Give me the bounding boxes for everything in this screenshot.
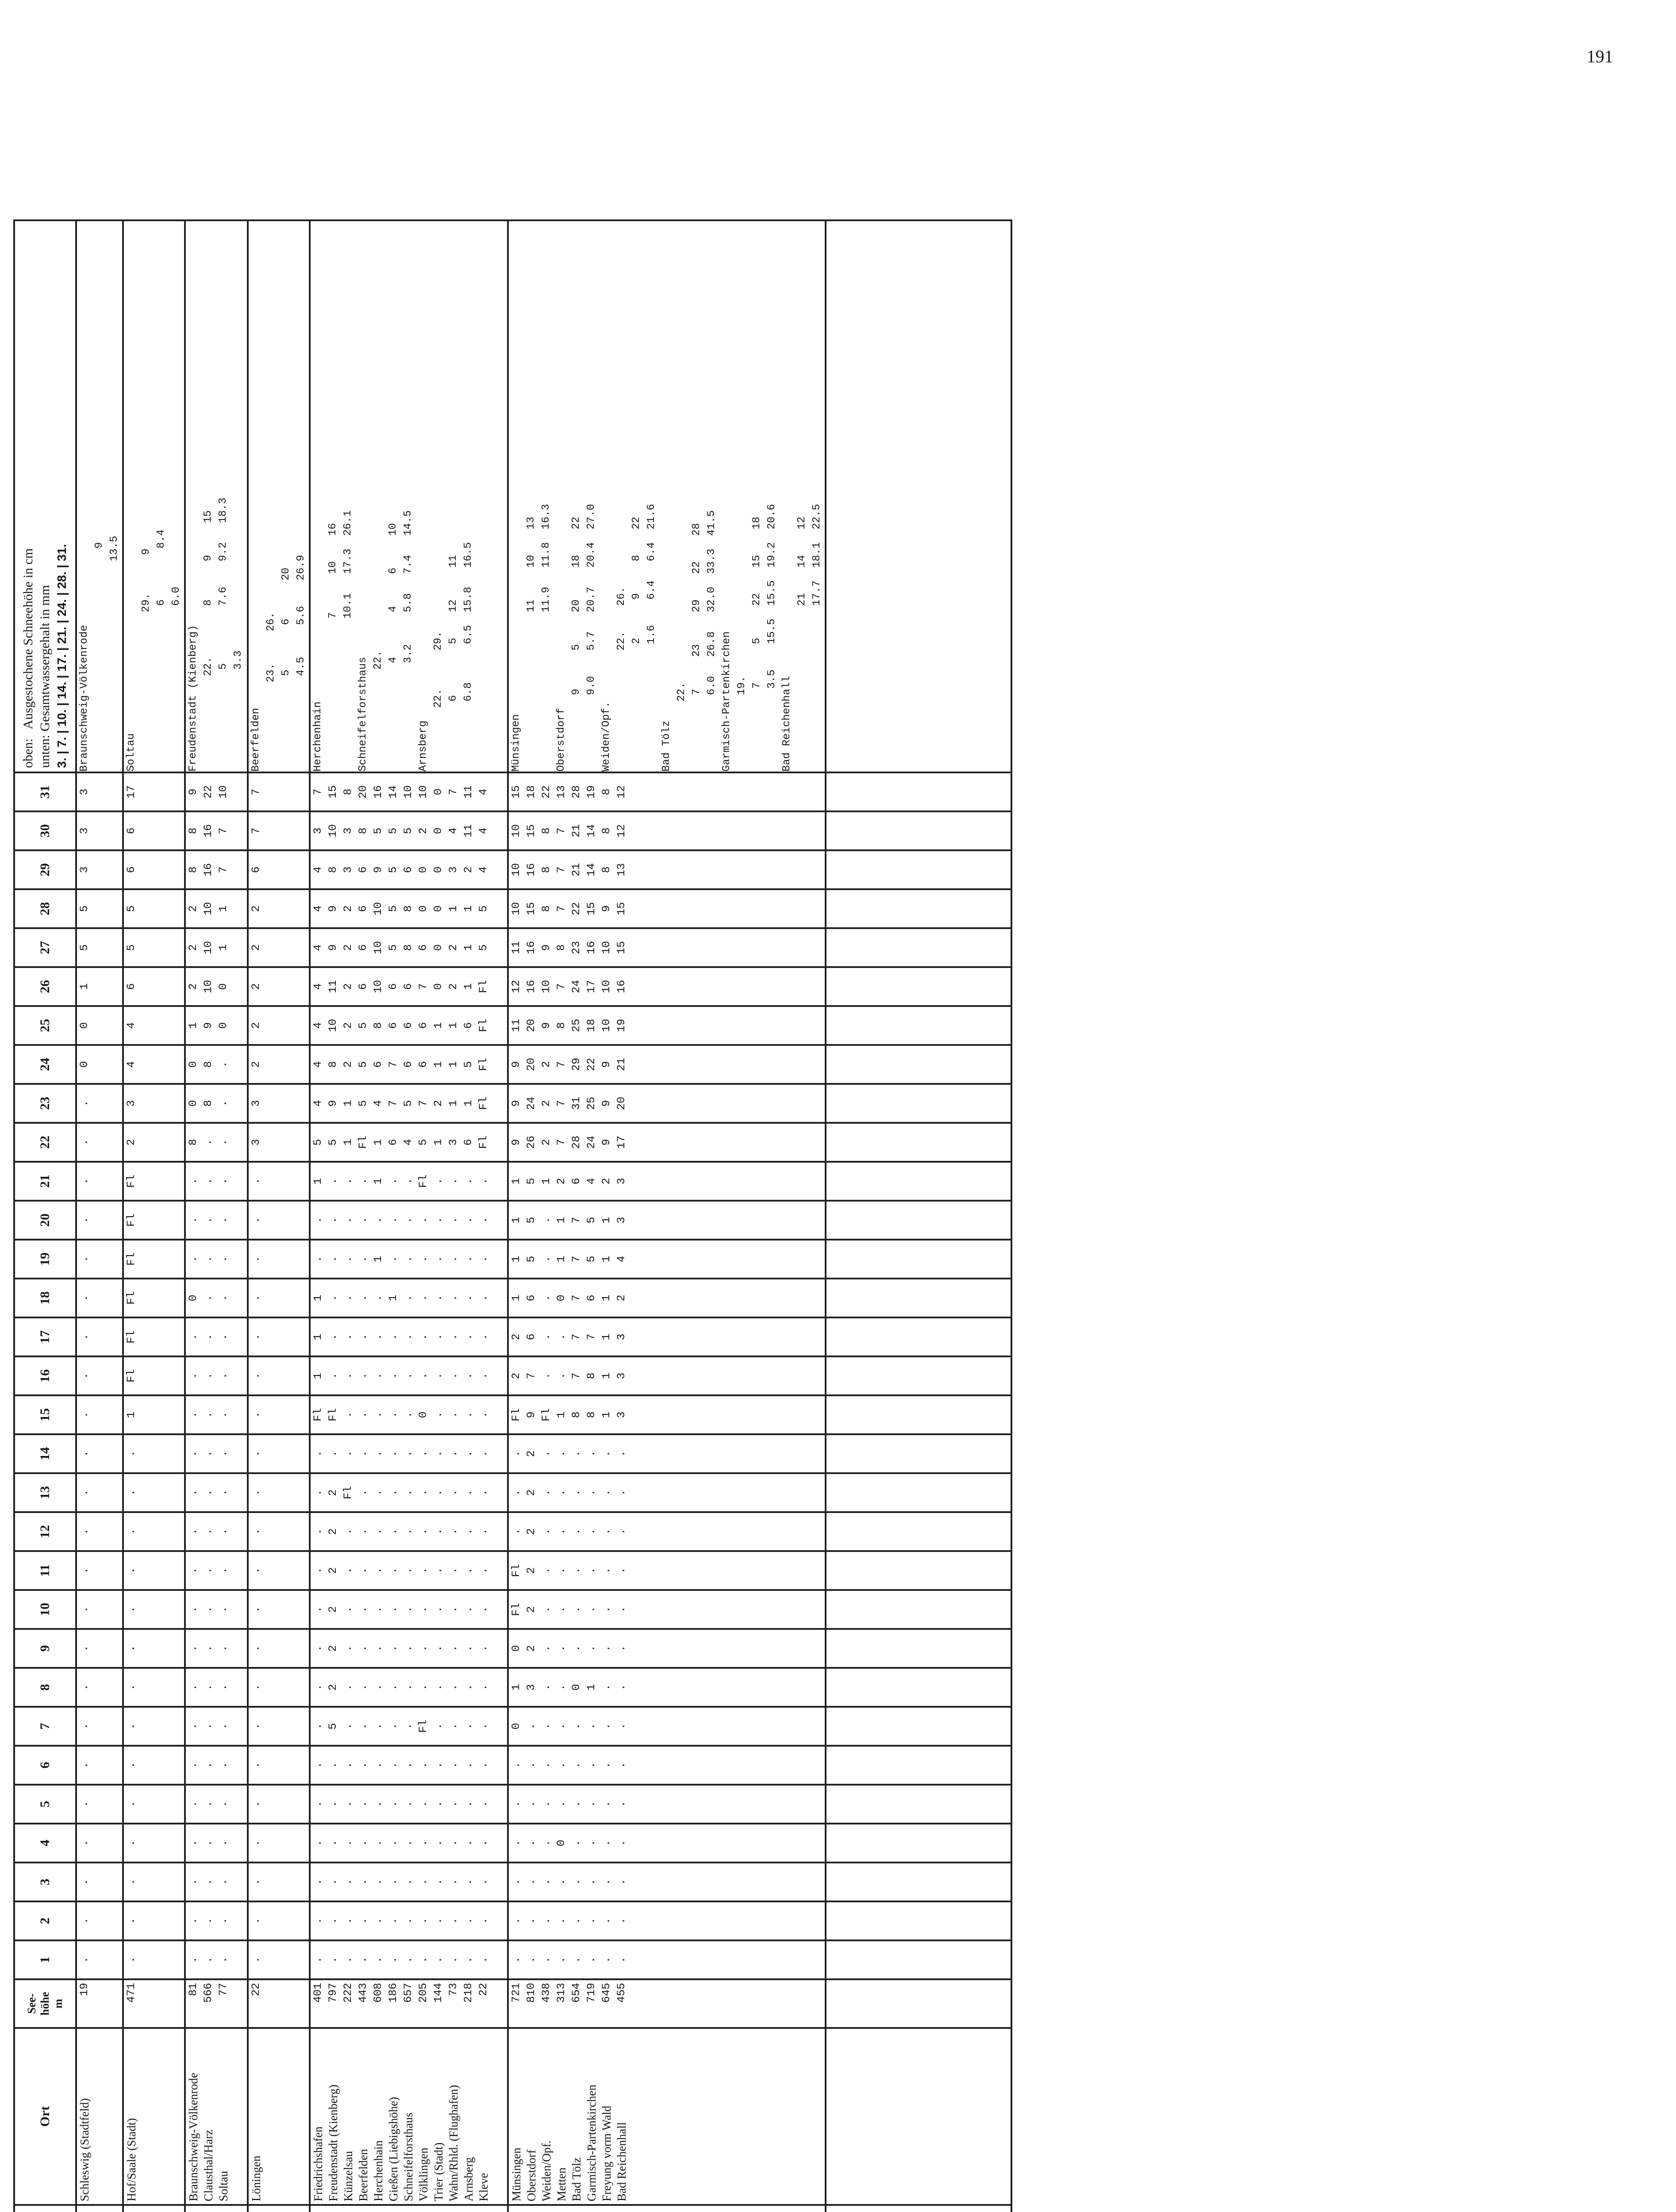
day-value-cell: . . . — [185, 1901, 248, 1940]
ort-cell: Friedrichshafen Freudenstadt (Kienberg) Künzelsau Beerfelden Herchenhain Gießen (Liebigshöhe) Schneifelforsthaus Völklingen Trier (Stadt) Wahn/Rhld. (Flughafen) Arnsberg Kleve — [310, 2028, 508, 2205]
day-value-cell: 2 10 1 — [185, 889, 248, 928]
day-value-cell: . 5 . . . . . Fl . . . . — [310, 1707, 508, 1746]
empty-cell — [826, 1240, 1011, 1279]
header-ort: Ort — [14, 2028, 76, 2205]
day-value-cell: . — [76, 1629, 123, 1668]
day-value-cell: . . . . . . . . . . . . — [310, 1201, 508, 1240]
day-value-cell: . . . . . . . . . . . . — [310, 1824, 508, 1863]
day-value-cell: . — [76, 1707, 123, 1746]
day-header: 24 — [14, 1045, 76, 1084]
day-value-cell: 1 . . . . 1 . . . . . . — [310, 1279, 508, 1317]
seehoehe-cell: 471 — [123, 1979, 185, 2028]
day-value-cell: 10 15 8 7 21 14 8 12 — [508, 811, 826, 850]
filler-row — [826, 220, 1011, 2212]
empty-cell — [826, 1785, 1011, 1824]
day-value-cell: . — [248, 1863, 310, 1901]
day-value-cell: . — [76, 1746, 123, 1785]
flussgebiet-cell — [248, 2205, 310, 2212]
day-value-cell: 3 — [76, 772, 123, 811]
day-value-cell: 11 20 9 8 25 18 10 19 — [508, 1006, 826, 1045]
day-value-cell: . . . . 1 . . . . . . . — [310, 1240, 508, 1279]
day-value-cell: Fl — [123, 1317, 185, 1356]
day-value-cell: Fl 9 Fl 1 8 8 1 3 — [508, 1395, 826, 1434]
day-value-cell: . — [76, 1084, 123, 1123]
group-row — [508, 220, 826, 2212]
day-header: 6 — [14, 1746, 76, 1785]
empty-cell — [826, 1979, 1011, 2028]
rotated-page — [0, 73, 1475, 2212]
day-value-cell: . . . — [185, 1551, 248, 1590]
empty-cell — [826, 1824, 1011, 1863]
day-value-cell: 1 5 1 2 6 4 2 3 — [508, 1162, 826, 1201]
empty-cell — [826, 889, 1011, 928]
day-value-cell: . 2 . . . . . . . . . . — [310, 1668, 508, 1707]
day-value-cell: 3 — [76, 850, 123, 889]
day-value-cell: . — [248, 1473, 310, 1512]
empty-cell — [826, 1006, 1011, 1045]
day-value-cell: . — [248, 1668, 310, 1707]
ort-cell: Münsingen Oberstdorf Weiden/Opf. Metten Bad Tölz Garmisch-Partenkirchen Freyung vorm Wald Bad Reichenhall — [508, 2028, 826, 2205]
day-value-cell: . . . — [185, 1512, 248, 1551]
day-value-cell: . . . — [185, 1668, 248, 1707]
day-value-cell: 7 — [248, 811, 310, 850]
day-value-cell: 1 9 0 — [185, 1006, 248, 1045]
flussgebiet-cell — [76, 2205, 123, 2212]
day-value-cell: . 2 . . . . . . — [508, 1434, 826, 1473]
ausgestochen-cell: Braunschweig-Völkenrode 9 13.5 — [76, 220, 123, 772]
day-header: 7 — [14, 1707, 76, 1746]
day-value-cell: . — [248, 1395, 310, 1434]
empty-cell — [826, 1512, 1011, 1551]
flussgebiet-cell — [310, 2205, 508, 2212]
day-value-cell: 5 — [76, 889, 123, 928]
empty-cell — [826, 850, 1011, 889]
day-header: 19 — [14, 1240, 76, 1279]
day-value-cell: 4 9 2 6 10 5 8 0 0 1 1 5 — [310, 889, 508, 928]
empty-cell — [826, 1045, 1011, 1084]
day-value-cell: 6 — [123, 967, 185, 1006]
day-value-cell: . . . . . . . . . . . . — [310, 1901, 508, 1940]
day-value-cell: . . . . . . . . . . . . — [310, 1863, 508, 1901]
day-value-cell: 7 — [248, 772, 310, 811]
day-value-cell: 1 — [76, 967, 123, 1006]
day-value-cell: . — [76, 1512, 123, 1551]
day-value-cell: . 2 . . . . . . . . . . — [310, 1629, 508, 1668]
day-value-cell: . . . . . . . . . . . . — [310, 1940, 508, 1979]
day-header: 5 — [14, 1785, 76, 1824]
day-value-cell: 3 — [76, 811, 123, 850]
day-header: 31 — [14, 772, 76, 811]
day-header: 29 — [14, 850, 76, 889]
day-value-cell: Fl Fl . . . . . 0 . . . . — [310, 1395, 508, 1434]
day-value-cell: . — [248, 1512, 310, 1551]
day-value-cell: 7 15 8 20 16 14 10 10 0 7 11 4 — [310, 772, 508, 811]
day-value-cell: . . . — [185, 1162, 248, 1201]
day-value-cell: 2 — [248, 1006, 310, 1045]
day-value-cell: . — [123, 1785, 185, 1824]
day-value-cell: . — [76, 1434, 123, 1473]
day-value-cell: . — [248, 1551, 310, 1590]
day-value-cell: . . . — [185, 1434, 248, 1473]
day-value-cell: 4 10 2 5 8 6 6 6 1 1 6 Fl — [310, 1006, 508, 1045]
seehoehe-cell: 81 566 77 — [185, 1979, 248, 2028]
day-value-cell: . — [248, 1356, 310, 1395]
title-row — [0, 78, 11, 2212]
day-value-cell: . . . . . . . . — [508, 1940, 826, 1979]
day-value-cell: . . . — [185, 1940, 248, 1979]
day-value-cell: . — [76, 1279, 123, 1317]
day-value-cell: 3 — [248, 1123, 310, 1162]
page-number: 191 — [1587, 46, 1613, 66]
day-value-cell: 9 22 10 — [185, 772, 248, 811]
day-value-cell: . — [248, 1434, 310, 1473]
day-value-cell: 6 — [248, 850, 310, 889]
group-row — [185, 220, 248, 2212]
day-value-cell: Fl — [123, 1240, 185, 1279]
ort-cell: Hof/Saale (Stadt) — [123, 2028, 185, 2205]
header-flussgebiet — [14, 2205, 76, 2212]
day-header: 22 — [14, 1123, 76, 1162]
day-value-cell: 10 15 8 7 22 15 9 15 — [508, 889, 826, 928]
day-value-cell: . — [123, 1746, 185, 1785]
day-value-cell: . — [76, 1590, 123, 1629]
group-row — [123, 220, 185, 2212]
day-value-cell: . — [123, 1473, 185, 1512]
day-value-cell: 2 — [248, 928, 310, 967]
day-value-cell: 6 — [123, 811, 185, 850]
day-value-cell: 2 10 0 — [185, 967, 248, 1006]
day-value-cell: 1 5 . 1 7 5 1 3 — [508, 1201, 826, 1240]
day-value-cell: . — [76, 1162, 123, 1201]
ausgestochen-cell: Soltau 29. 9 6 8.4 6.0 — [123, 220, 185, 772]
day-value-cell: 12 16 10 7 24 17 10 16 — [508, 967, 826, 1006]
day-value-cell: . 2 . . . . . . . . . . — [310, 1512, 508, 1551]
day-value-cell: . — [248, 1162, 310, 1201]
day-value-cell: . . . . . . . . . . . . — [310, 1785, 508, 1824]
day-value-cell: . — [76, 1785, 123, 1824]
day-value-cell: Fl — [123, 1356, 185, 1395]
day-value-cell: 3 — [123, 1084, 185, 1123]
day-header: 18 — [14, 1279, 76, 1317]
day-value-cell: . . . — [185, 1240, 248, 1279]
day-value-cell: 15 18 22 13 28 19 8 12 — [508, 772, 826, 811]
day-value-cell: 9 24 2 7 31 25 9 20 — [508, 1084, 826, 1123]
day-value-cell: 2 7 . . 7 8 1 3 — [508, 1356, 826, 1395]
day-header: 27 — [14, 928, 76, 967]
day-value-cell: . . . . . . . . — [508, 1901, 826, 1940]
day-value-cell: . — [76, 1668, 123, 1707]
day-value-cell: 0 — [76, 1045, 123, 1084]
day-value-cell: . — [76, 1356, 123, 1395]
day-value-cell: 4 — [123, 1006, 185, 1045]
day-value-cell: 3 10 3 8 5 5 5 2 0 4 11 4 — [310, 811, 508, 850]
day-value-cell: 5 — [123, 889, 185, 928]
empty-cell — [826, 1279, 1011, 1317]
day-value-cell: 5 — [76, 928, 123, 967]
day-value-cell: . — [248, 1785, 310, 1824]
day-value-cell: . — [248, 1201, 310, 1240]
day-value-cell: Fl — [123, 1201, 185, 1240]
empty-cell — [826, 1317, 1011, 1356]
day-value-cell: 4 — [123, 1045, 185, 1084]
day-value-cell: . — [248, 1746, 310, 1785]
day-value-cell: . — [248, 1707, 310, 1746]
flussgebiet-cell — [185, 2205, 248, 2212]
empty-cell — [826, 967, 1011, 1006]
day-value-cell: . 2 . . . . . . . . . . — [310, 1551, 508, 1590]
day-value-cell: . . . . . . . . — [508, 1863, 826, 1901]
day-header: 15 — [14, 1395, 76, 1434]
day-header: 4 — [14, 1824, 76, 1863]
day-value-cell: 1 6 . 0 7 6 1 2 — [508, 1279, 826, 1317]
day-value-cell: . — [248, 1901, 310, 1940]
day-value-cell: . — [248, 1629, 310, 1668]
day-value-cell: 10 16 8 7 21 14 8 13 — [508, 850, 826, 889]
group-row — [248, 220, 310, 2212]
empty-cell — [826, 1629, 1011, 1668]
day-value-cell: 4 9 1 5 4 7 5 7 2 1 1 Fl — [310, 1084, 508, 1123]
empty-cell — [826, 1201, 1011, 1240]
day-value-cell: . — [76, 1940, 123, 1979]
day-header: 17 — [14, 1317, 76, 1356]
day-value-cell: . — [76, 1317, 123, 1356]
day-value-cell: . . . — [185, 1395, 248, 1434]
day-header: 12 — [14, 1512, 76, 1551]
day-value-cell: . — [76, 1395, 123, 1434]
day-value-cell: 4 8 3 6 9 5 6 0 0 3 2 4 — [310, 850, 508, 889]
empty-cell — [826, 1707, 1011, 1746]
day-value-cell: . . . . . . . . — [508, 1746, 826, 1785]
empty-cell — [826, 1863, 1011, 1901]
day-header: 13 — [14, 1473, 76, 1512]
flussgebiet-cell — [508, 2205, 826, 2212]
day-value-cell: 1 3 . . 0 1 . . — [508, 1668, 826, 1707]
day-value-cell: . — [123, 1707, 185, 1746]
day-value-cell: . . . — [185, 1707, 248, 1746]
day-value-cell: 8 . . — [185, 1123, 248, 1162]
day-value-cell: . — [123, 1590, 185, 1629]
day-header: 21 — [14, 1162, 76, 1201]
day-value-cell: . — [76, 1123, 123, 1162]
day-value-cell: . 2 . . . . . . — [508, 1512, 826, 1551]
day-value-cell: . — [123, 1940, 185, 1979]
day-value-cell: 2 10 1 — [185, 928, 248, 967]
day-value-cell: 1 — [123, 1395, 185, 1434]
day-value-cell: . . . — [185, 1785, 248, 1824]
group-row — [310, 220, 508, 2212]
empty-cell — [826, 1473, 1011, 1512]
empty-cell — [826, 1551, 1011, 1590]
day-header: 23 — [14, 1084, 76, 1123]
day-value-cell: . — [76, 1901, 123, 1940]
empty-cell — [826, 1356, 1011, 1395]
empty-cell — [826, 1162, 1011, 1201]
day-value-cell: 11 16 9 8 23 16 10 15 — [508, 928, 826, 967]
day-value-cell: . . . . . . . . . . . . — [310, 1434, 508, 1473]
day-value-cell: . — [76, 1551, 123, 1590]
day-value-cell: . — [76, 1824, 123, 1863]
day-value-cell: . . . 0 . . . . — [508, 1824, 826, 1863]
empty-cell — [826, 220, 1011, 772]
day-value-cell: 3 — [248, 1084, 310, 1123]
day-value-cell: . 2 . . . . . . — [508, 1473, 826, 1512]
day-header: 26 — [14, 967, 76, 1006]
empty-cell — [826, 1084, 1011, 1123]
day-value-cell: 1 . . . . . . . . . . . — [310, 1356, 508, 1395]
seehoehe-cell: 721 810 438 313 654 719 645 455 — [508, 1979, 826, 2028]
day-header: 8 — [14, 1668, 76, 1707]
empty-cell — [826, 2028, 1011, 2205]
day-value-cell: . . . — [185, 1824, 248, 1863]
day-value-cell: 0 . . . . . . . — [508, 1707, 826, 1746]
day-value-cell: 0 8 . — [185, 1084, 248, 1123]
day-value-cell: . — [76, 1240, 123, 1279]
day-value-cell: . — [248, 1824, 310, 1863]
day-value-cell: Fl — [123, 1162, 185, 1201]
day-value-cell: 0 8 . — [185, 1045, 248, 1084]
day-value-cell: 2 — [123, 1123, 185, 1162]
header-row — [14, 220, 76, 2212]
day-value-cell: . . . — [185, 1317, 248, 1356]
day-header: 11 — [14, 1551, 76, 1590]
day-value-cell: 9 26 2 7 28 24 9 17 — [508, 1123, 826, 1162]
empty-cell — [826, 1434, 1011, 1473]
day-value-cell: . . . — [185, 1356, 248, 1395]
empty-cell — [826, 1123, 1011, 1162]
day-value-cell: . . . — [185, 1863, 248, 1901]
day-value-cell: . . . — [185, 1201, 248, 1240]
day-value-cell: . — [76, 1201, 123, 1240]
day-value-cell: Fl — [123, 1279, 185, 1317]
day-value-cell: 6 — [123, 850, 185, 889]
seehoehe-cell: 401 797 222 443 608 186 657 205 144 73 218 22 — [310, 1979, 508, 2028]
ausgestochen-cell: Freudenstadt (Kienberg) 22. 8 9 15 5 7.6 9.2 18.3 3.3 — [185, 220, 248, 772]
day-header: 30 — [14, 811, 76, 850]
ausgestochen-cell: Münsingen 11 10 13 11.9 11.8 16.3 Oberstdorf 9 5 20 18 22 9.0 5.7 20.7 20.4 27.0 Weiden/Opf. 22. 26. 2 9 8 22 1.6 6.4 6.4 21.6 Bad Tölz 22. 7 23 29 22 28 6.0 26.8 32.0 33.3 41.5 Garmisch-Partenkirchen 19. 7 5 22 15 18 3.5 15.5 15.5 19.2 20.6 Bad Reichenhall 21 14 12 17.7 18.1 22.5 — [508, 220, 826, 772]
day-value-cell: Fl 2 . . . . . . — [508, 1551, 826, 1590]
empty-cell — [826, 1395, 1011, 1434]
day-value-cell: . . . — [185, 1746, 248, 1785]
empty-cell — [826, 1590, 1011, 1629]
day-value-cell: . — [123, 1629, 185, 1668]
day-value-cell: . . . . . . . . — [508, 1785, 826, 1824]
day-value-cell: . — [123, 1512, 185, 1551]
ort-cell: Löningen — [248, 2028, 310, 2205]
day-value-cell: 1 5 . 1 7 5 1 4 — [508, 1240, 826, 1279]
day-header: 25 — [14, 1006, 76, 1045]
day-value-cell: . — [248, 1590, 310, 1629]
empty-cell — [826, 811, 1011, 850]
day-value-cell: 17 — [123, 772, 185, 811]
header-seehoehe: See- höhe m — [14, 1979, 76, 2028]
day-header: 28 — [14, 889, 76, 928]
day-value-cell: 2 6 . . 7 7 1 3 — [508, 1317, 826, 1356]
header-ausgestochen — [14, 220, 76, 772]
day-value-cell: . . . . . . . . . . . . — [310, 1746, 508, 1785]
day-value-cell: . — [248, 1317, 310, 1356]
day-header: 10 — [14, 1590, 76, 1629]
day-header: 2 — [14, 1901, 76, 1940]
ausgestochen-bottom-label: unten: Gesamtwassergehalt in mm — [38, 585, 52, 768]
day-value-cell: 2 — [248, 1045, 310, 1084]
group-row — [76, 220, 123, 2212]
day-value-cell: 5 5 1 Fl 1 6 4 5 1 3 6 Fl — [310, 1123, 508, 1162]
ausgestochen-days: 3. | 7. | 10. | 14. | 17. | 21. | 24. | 28. | 31. — [55, 544, 69, 768]
empty-cell — [826, 1746, 1011, 1785]
day-value-cell: . — [123, 1824, 185, 1863]
day-value-cell: 8 16 7 — [185, 811, 248, 850]
day-value-cell: 4 9 2 6 10 5 8 6 0 2 1 5 — [310, 928, 508, 967]
day-value-cell: . — [123, 1434, 185, 1473]
day-value-cell: 1 . . . . . . . . . . . — [310, 1317, 508, 1356]
day-value-cell: . — [248, 1279, 310, 1317]
day-value-cell: 9 20 2 7 29 22 9 21 — [508, 1045, 826, 1084]
day-value-cell: . — [76, 1473, 123, 1512]
day-value-cell: . 2 . . . . . . . . . . — [310, 1590, 508, 1629]
empty-cell — [826, 772, 1011, 811]
day-value-cell: . — [248, 1240, 310, 1279]
ausgestochen-cell: Herchenhain 7 10 16 10.1 17.3 26.1 Schneifelforsthaus 22. 4 4 6 10 3.2 5.8 7.4 14.5 Arnsberg 22. 29. 6 5 12 11 6.8 6.5 15.8 16.5 — [310, 220, 508, 772]
day-value-cell: 8 16 7 — [185, 850, 248, 889]
day-value-cell: . 2 Fl . . . . . . . . . — [310, 1473, 508, 1512]
ausgestochen-top-label: oben: Ausgestochene Schneehöhe in cm — [21, 548, 35, 768]
day-value-cell: 5 — [123, 928, 185, 967]
day-value-cell: 1 . . . 1 . . Fl . . . . — [310, 1162, 508, 1201]
day-value-cell: 2 — [248, 889, 310, 928]
day-value-cell: . — [123, 1863, 185, 1901]
ort-cell: Braunschweig-Völkenrode Clausthal/Harz Soltau — [185, 2028, 248, 2205]
day-header: 20 — [14, 1201, 76, 1240]
day-header: 16 — [14, 1356, 76, 1395]
empty-cell — [826, 1901, 1011, 1940]
day-value-cell: Fl 2 . . . . . . — [508, 1590, 826, 1629]
day-value-cell: . — [123, 1551, 185, 1590]
day-value-cell: 0 . . — [185, 1279, 248, 1317]
empty-cell — [826, 928, 1011, 967]
day-value-cell: . — [248, 1940, 310, 1979]
seehoehe-cell: 22 — [248, 1979, 310, 2028]
day-value-cell: . — [76, 1863, 123, 1901]
ort-cell: Schleswig (Stadtfeld) — [76, 2028, 123, 2205]
day-value-cell: 4 11 2 6 10 6 6 7 0 2 1 Fl — [310, 967, 508, 1006]
ausgestochen-cell: Beerfelden 23. 26. 5 6 20 4.5 5.6 26.9 — [248, 220, 310, 772]
empty-cell — [826, 1668, 1011, 1707]
day-header: 14 — [14, 1434, 76, 1473]
day-header: 3 — [14, 1863, 76, 1901]
day-value-cell: 4 8 2 5 6 7 6 6 1 1 5 Fl — [310, 1045, 508, 1084]
seehoehe-cell: 19 — [76, 1979, 123, 2028]
day-header: 1 — [14, 1940, 76, 1979]
day-header: 9 — [14, 1629, 76, 1668]
day-value-cell: 0 2 . . . . . . — [508, 1629, 826, 1668]
day-value-cell: . . . — [185, 1629, 248, 1668]
day-value-cell: . — [123, 1901, 185, 1940]
day-value-cell: 2 — [248, 967, 310, 1006]
snow-table — [13, 219, 1012, 2212]
day-value-cell: . . . — [185, 1473, 248, 1512]
day-value-cell: 0 — [76, 1006, 123, 1045]
flussgebiet-cell — [123, 2205, 185, 2212]
day-value-cell: . . . — [185, 1590, 248, 1629]
day-value-cell: . — [123, 1668, 185, 1707]
empty-cell — [826, 1940, 1011, 1979]
empty-cell — [826, 2205, 1011, 2212]
